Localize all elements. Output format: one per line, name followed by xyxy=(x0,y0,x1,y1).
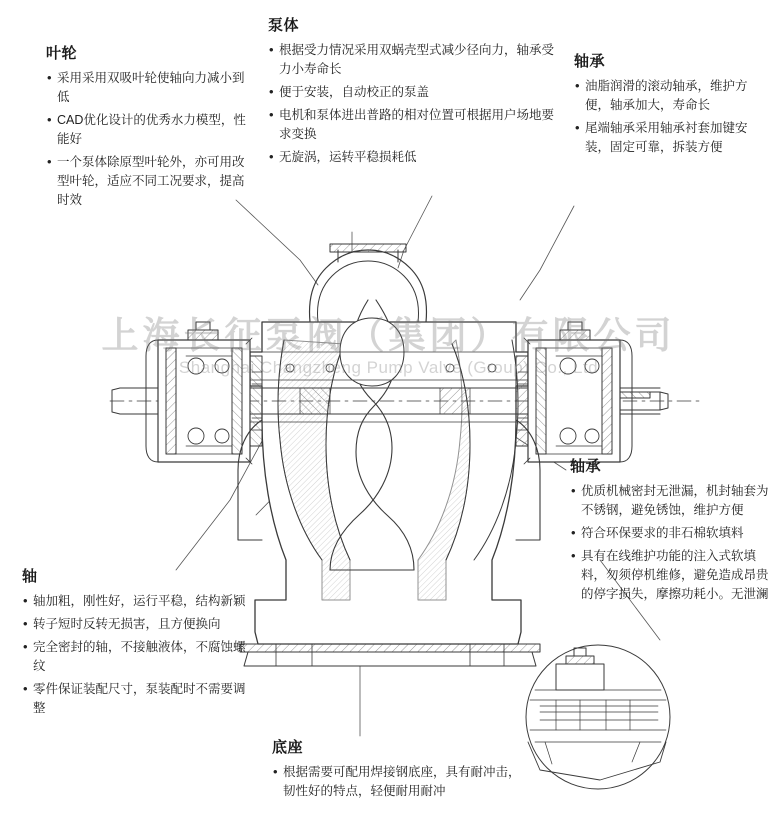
list-item: • 优质机械密封无泄漏，机封轴套为不锈钢，避免锈蚀，维护方便 xyxy=(570,482,775,520)
watermark-english: Shanghai Changzheng Pump Valve (Group) Co., Ltd xyxy=(178,358,599,377)
callout-shaft xyxy=(22,565,250,722)
list-item: • 根据受力情况采用双蜗壳型式减少径向力，轴承受力小寿命长 xyxy=(268,41,558,79)
list-item: • 采用采用双吸叶轮使轴向力减小到低 xyxy=(46,69,246,107)
callout-bearing-bottom-title: 轴承 xyxy=(570,458,602,475)
callout-bearing-top-list xyxy=(574,77,770,157)
watermark-chinese: 上海长征泵阀（集团）有限公司 xyxy=(101,315,676,356)
list-item: • 具有在线维护功能的注入式软填料，勿须停机维修，避免造成昂贵的停字损失，摩擦功耗小。无泄澜 xyxy=(570,547,775,604)
callout-shaft-list xyxy=(22,592,250,718)
list-item: • 零件保证装配尺寸，泵装配时不需要调整 xyxy=(22,680,250,718)
list-item: • 油脂润滑的滚动轴承，维护方便，轴承加大，寿命长 xyxy=(574,77,770,115)
callout-bearing-bottom-list xyxy=(570,482,775,604)
list-item: • 便于安装，自动校正的泵盖 xyxy=(268,83,558,102)
callout-impeller xyxy=(46,42,246,214)
list-item: • 一个泵体除原型叶轮外，亦可用改型叶轮，适应不同工况要求，提高时效 xyxy=(46,153,246,210)
list-item: • 完全密封的轴，不接触液体，不腐蚀螺纹 xyxy=(22,638,250,676)
list-item: • CAD优化设计的优秀水力模型，性能好 xyxy=(46,111,246,149)
callout-base-title: 底座 xyxy=(272,739,304,756)
list-item: • 尾端轴承采用轴承衬套加键安装，固定可靠，拆装方便 xyxy=(574,119,770,157)
callout-pump-body-list xyxy=(268,41,558,167)
list-item: • 电机和泵体进出普路的相对位置可根据用户场地要求变换 xyxy=(268,106,558,144)
callout-pump-body-title: 泵体 xyxy=(268,17,300,34)
callout-pump-body xyxy=(268,14,558,171)
callout-impeller-title: 叶轮 xyxy=(46,45,78,62)
callout-base xyxy=(272,736,532,805)
list-item: • 轴加粗，刚性好，运行平稳，结构新颖 xyxy=(22,592,250,611)
callout-base-list xyxy=(272,763,532,801)
callout-shaft-title: 轴 xyxy=(22,568,38,585)
callout-bearing-top-title: 轴承 xyxy=(574,53,606,70)
callout-bearing-top xyxy=(574,50,770,161)
list-item: • 转子短时反转无损害，且方便换向 xyxy=(22,615,250,634)
list-item: • 符合环保要求的非石棉软填料 xyxy=(570,524,775,543)
callout-impeller-list xyxy=(46,69,246,210)
list-item: • 根据需要可配用焊接钢底座，具有耐冲击，韧性好的特点，轻便耐用耐冲 xyxy=(272,763,532,801)
list-item: • 无旋涡，运转平稳损耗低 xyxy=(268,148,558,167)
callout-bearing-bottom xyxy=(570,455,775,608)
